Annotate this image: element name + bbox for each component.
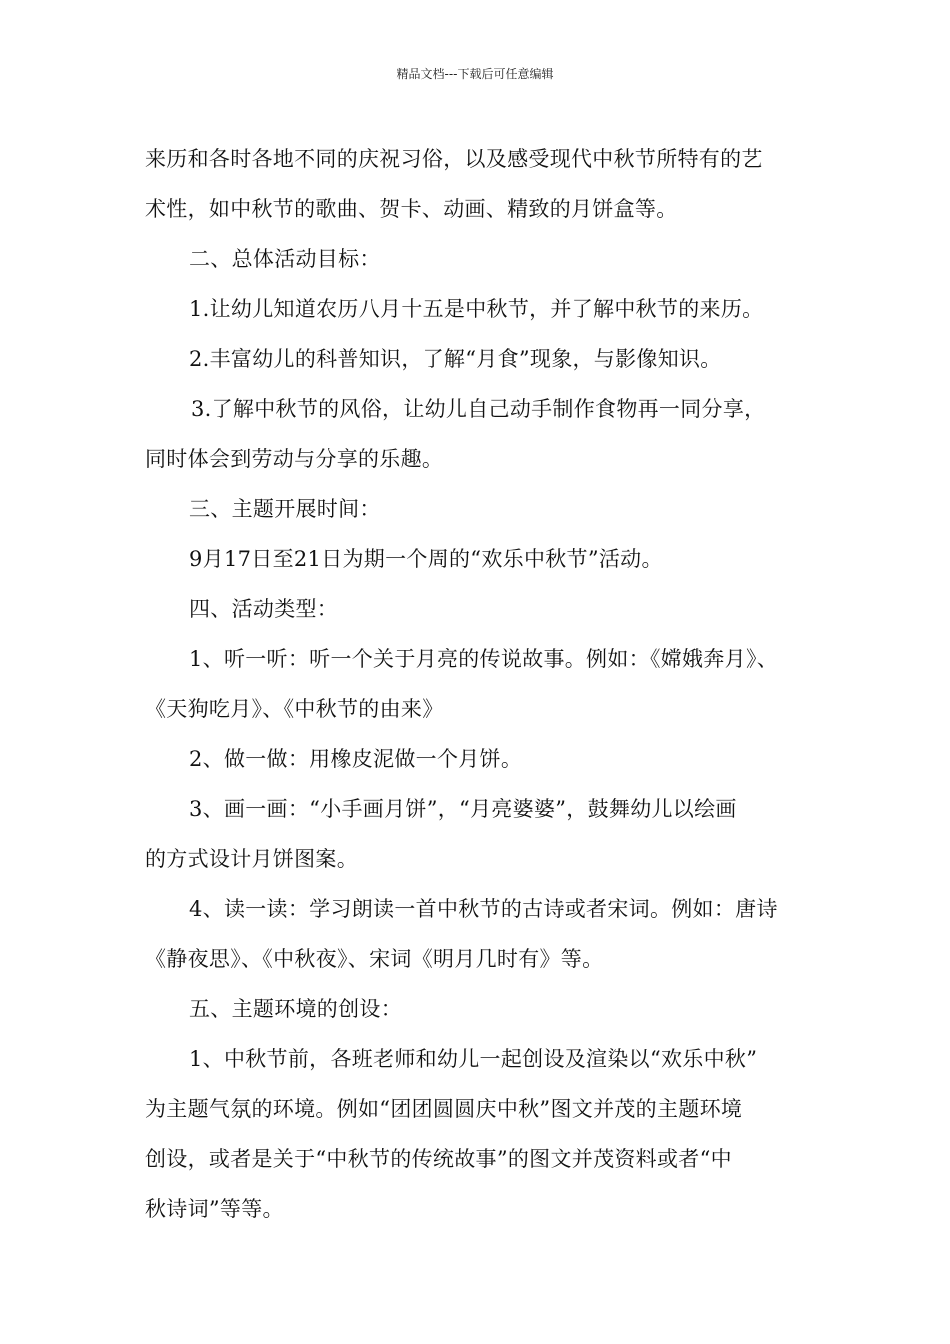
- section-heading-environment: 五、主题环境的创设：: [189, 997, 402, 1021]
- environment-item-1: 1、中秋节前，各班老师和幼儿一起创设及渲染以“欢乐中秋”: [189, 1047, 758, 1071]
- paragraph-line: 《天狗吃月》、《中秋节的由来》: [145, 697, 444, 721]
- activity-item-1: 1、听一听：听一个关于月亮的传说故事。例如：《嫦娥奔月》、: [189, 647, 779, 671]
- section-heading-types: 四、活动类型：: [189, 597, 339, 621]
- activity-item-3: 3、画一画：“小手画月饼”，“月亮婆婆”，鼓舞幼儿以绘画: [189, 797, 737, 821]
- page-header: 精品文档---下载后可任意编辑: [396, 67, 554, 81]
- time-text: 9月17日至21日为期一个周的“欢乐中秋节”活动。: [189, 547, 663, 571]
- paragraph-line: 同时体会到劳动与分享的乐趣。: [145, 447, 444, 471]
- activity-item-4: 4、读一读：学习朗读一首中秋节的古诗或者宋词。例如：唐诗: [189, 897, 778, 921]
- goal-item-3: 3.了解中秋节的风俗，让幼儿自己动手制作食物再一同分享，: [191, 397, 766, 421]
- paragraph-line: 秋诗词”等等。: [145, 1197, 284, 1221]
- paragraph-line: 创设，或者是关于“中秋节的传统故事”的图文并茂资料或者“中: [145, 1147, 732, 1171]
- section-heading-time: 三、主题开展时间：: [189, 497, 381, 521]
- section-heading-goals: 二、总体活动目标：: [189, 247, 381, 271]
- paragraph-line: 为主题气氛的环境。例如“团团圆圆庆中秋”图文并茂的主题环境: [145, 1097, 743, 1121]
- goal-item-1: 1.让幼儿知道农历八月十五是中秋节，并了解中秋节的来历。: [189, 297, 764, 321]
- paragraph-line: 《静夜思》、《中秋夜》、宋词《明月几时有》等。: [145, 947, 604, 971]
- paragraph-line: 术性，如中秋节的歌曲、贺卡、动画、精致的月饼盒等。: [145, 197, 678, 221]
- paragraph-line: 来历和各时各地不同的庆祝习俗，以及感受现代中秋节所特有的艺: [145, 147, 763, 171]
- document-body: [145, 134, 825, 1234]
- activity-item-2: 2、做一做：用橡皮泥做一个月饼。: [189, 747, 523, 771]
- goal-item-2: 2.丰富幼儿的科普知识，了解“月食”现象，与影像知识。: [189, 347, 722, 371]
- paragraph-line: 的方式设计月饼图案。: [145, 847, 358, 871]
